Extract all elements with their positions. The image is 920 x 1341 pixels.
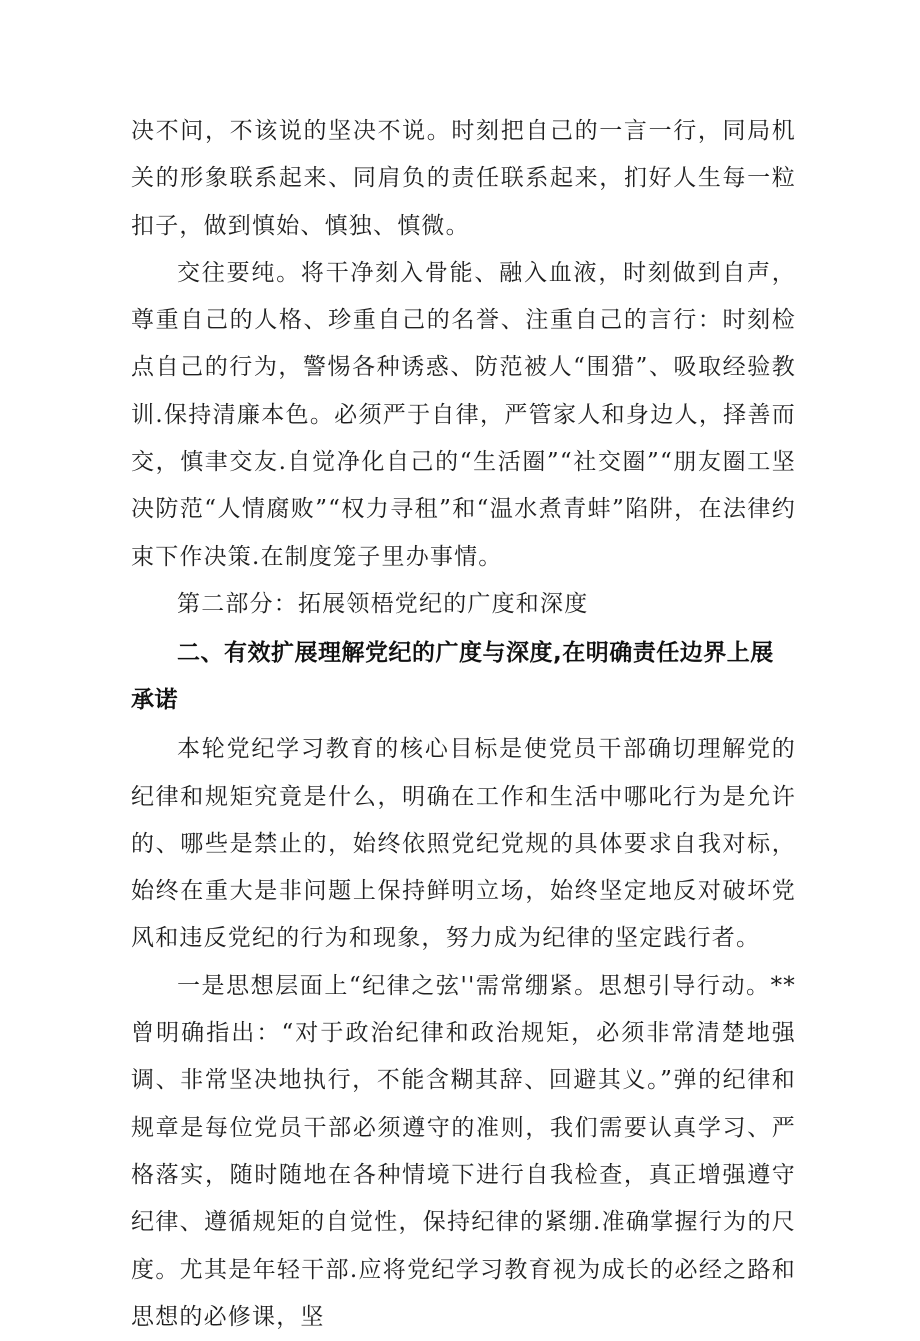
section-label: 第二部分：拓展领梧党纪的广度和深度 xyxy=(177,590,589,617)
paragraph-jiaowang: 交往要纯。将干净刻入骨能、融入血液，时刻做到自声，尊重自己的人格、珍重自己的名誉、注重自己的言行：时刻检点自己的行为，警惕各种诱惑、防范被人“围猎”、吸取经验教训.保持清廉本色。必须严于自律，严管家人和身边人，择善而交，慎聿交友.自觉净化自己的“生活圈”“社交圈”“朋友圈工坚决防范“人情腐败”“权力寻租”和“温水煮青蚌”陷阱，在法律约束下作决策.在制度笼子里办事情。 xyxy=(131,259,796,570)
paragraph-core-goal: 本轮党纪学习教育的核心目标是使党员干部确切理解党的纪律和规矩究竟是什么，明确在工作和生活中哪叱行为是允许的、哪些是禁止的，始终依照党纪党规的具体要求自我对标，始终在重大是非问题上保持鲜明立场，始终坚定地反对破坏党风和违反党纪的行为和现象，努力成为纪律的坚定践行者。 xyxy=(131,736,796,952)
paragraph-continuation: 决不问，不该说的坚决不说。时刻把自己的一言一行，同局机关的形象联系起来、同肩负的责任联系起来，扪好人生每一粒扣子，做到慎始、慎独、慎微。 xyxy=(131,118,796,239)
section-heading: 二、有效扩展理解党纪的广度与深度,在明确责任边界上展承诺 xyxy=(131,640,774,714)
paragraph-thought-level: 一是思想层面上“纪律之弦''需常绷紧。思想引导行动。**曾明确指出：“对于政治纪律和政治规矩，必须非常清楚地强调、非常坚决地执行，不能含糊其辞、回避其义。”弹的纪律和规章是每位党员干部必须遵守的准则，我们需要认真学习、严格落实，随时随地在各种情境下进行自我检查，真正增强遵守纪律、遵循规矩的自觉性，保持纪律的紧绷.准确掌握行为的尺度。尤其是年轻干部.应将党纪学习教育视为成长的必经之路和思想的必修课，坚 xyxy=(131,972,796,1330)
document-body xyxy=(131,108,796,1341)
